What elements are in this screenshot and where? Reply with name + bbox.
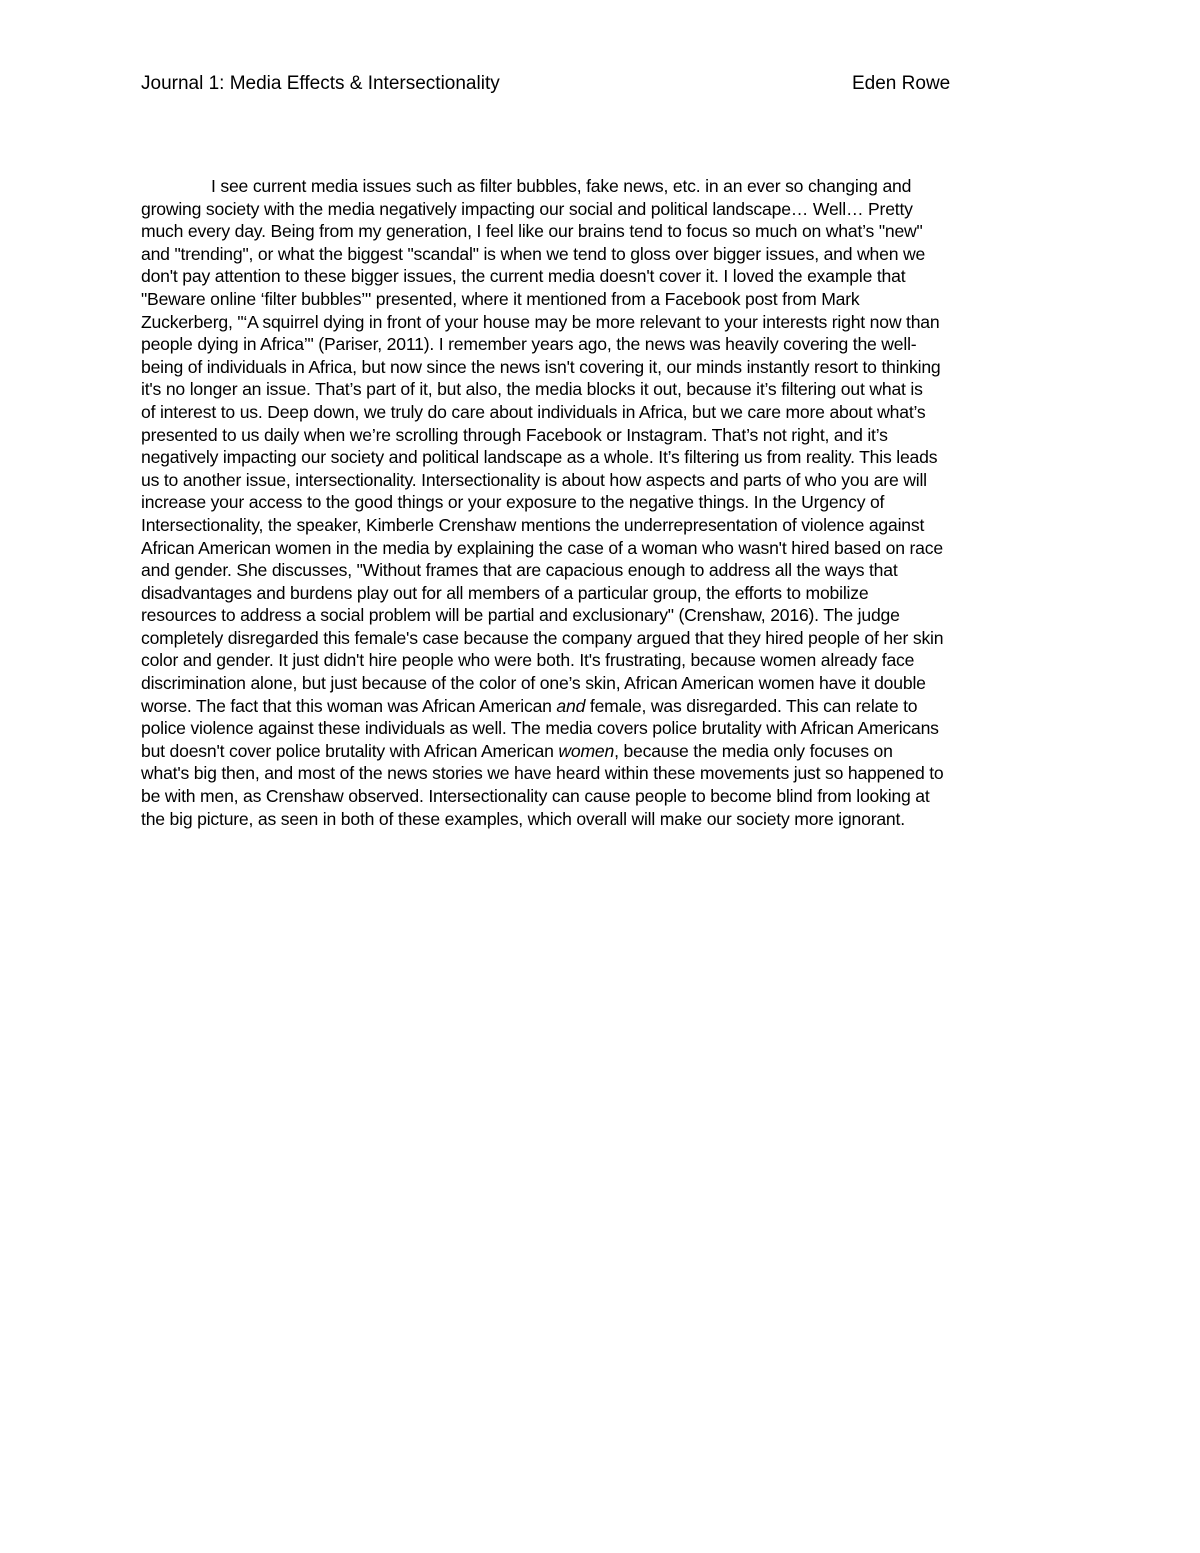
body-line: I see current media issues such as filter bubbles, fake news, etc. in an ever so changing and bbox=[211, 176, 912, 196]
body-line: don't pay attention to these bigger issues, the current media doesn't cover it. I loved the example that bbox=[141, 266, 906, 287]
journal-title: Journal 1: Media Effects & Intersectionality bbox=[141, 73, 500, 94]
body-line: and gender. She discusses, "Without frames that are capacious enough to address all the ways that bbox=[141, 560, 898, 581]
body-line: "Beware online ‘filter bubbles’" presented, where it mentioned from a Facebook post from Mark bbox=[141, 288, 860, 309]
body-line: the big picture, as seen in both of these examples, which overall will make our society more ignorant. bbox=[141, 808, 905, 829]
body-line: resources to address a social problem will be partial and exclusionary" (Crenshaw, 2016). The judge bbox=[141, 605, 900, 626]
body-line: much every day. Being from my generation, I feel like our brains tend to focus so much on what’s "new" bbox=[141, 221, 923, 242]
body-line: police violence against these individuals as well. The media covers police brutality with African Americans bbox=[141, 718, 939, 739]
author-name: Eden Rowe bbox=[852, 73, 951, 94]
body-line: worse. The fact that this woman was African American and female, was disregarded. This can relate to bbox=[141, 695, 918, 716]
body-line: African American women in the media by explaining the case of a woman who wasn't hired based on race bbox=[141, 537, 943, 558]
body-line: increase your access to the good things or your exposure to the negative things. In the Urgency of bbox=[141, 492, 885, 513]
body-line: and "trending", or what the biggest "scandal" is when we tend to gloss over bigger issues, and when we bbox=[141, 243, 926, 264]
body-line: completely disregarded this female's case because the company argued that they hired people of her skin bbox=[141, 627, 944, 648]
body-line: Zuckerberg, "‘A squirrel dying in front of your house may be more relevant to your interests right now than bbox=[141, 311, 940, 332]
body-line: what's big then, and most of the news stories we have heard within these movements just so happened to bbox=[141, 763, 944, 784]
body-line: it's no longer an issue. That’s part of it, but also, the media blocks it out, because it’s filtering out what is bbox=[141, 379, 923, 400]
body-line: be with men, as Crenshaw observed. Intersectionality can cause people to become blind from looking at bbox=[141, 786, 930, 807]
italic-emphasis: and bbox=[556, 695, 586, 716]
body-line: growing society with the media negatively impacting our social and political landscape… Well… Pretty bbox=[141, 198, 913, 219]
body-line: us to another issue, intersectionality. Intersectionality is about how aspects and parts of who you are will bbox=[141, 469, 927, 490]
body-line: disadvantages and burdens play out for all members of a particular group, the efforts to mobilize bbox=[141, 582, 869, 603]
body-line: negatively impacting our society and political landscape as a whole. It’s filtering us from reality. This leads bbox=[141, 447, 938, 468]
body-line: Intersectionality, the speaker, Kimberle Crenshaw mentions the underrepresentation of violence against bbox=[141, 514, 925, 535]
body-line: presented to us daily when we’re scrolling through Facebook or Instagram. That’s not right, and it’s bbox=[141, 424, 888, 445]
body-line: but doesn't cover police brutality with African American women, because the media only focuses on bbox=[141, 740, 893, 761]
body-line: color and gender. It just didn't hire people who were both. It's frustrating, because women already face bbox=[141, 650, 915, 671]
body-line: of interest to us. Deep down, we truly do care about individuals in Africa, but we care more about what’s bbox=[141, 401, 926, 422]
italic-emphasis: women bbox=[558, 740, 615, 761]
body-line: people dying in Africa’" (Pariser, 2011). I remember years ago, the news was heavily covering the well- bbox=[141, 334, 917, 355]
journal-body bbox=[141, 175, 1066, 830]
body-line: being of individuals in Africa, but now since the news isn't covering it, our minds instantly resort to thinking bbox=[141, 356, 941, 377]
body-line: discrimination alone, but just because of the color of one’s skin, African American women have it double bbox=[141, 673, 926, 694]
